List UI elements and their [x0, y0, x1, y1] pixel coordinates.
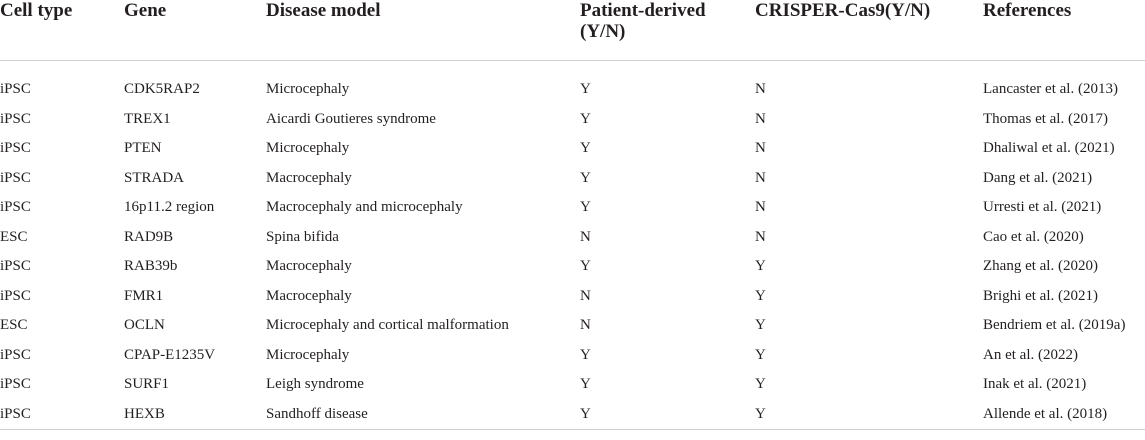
cell-crispr-cas9: Y [755, 317, 766, 334]
cell-patient-derived: Y [580, 258, 591, 275]
cell-patient-derived: Y [580, 199, 591, 216]
cell-patient-derived: Y [580, 346, 591, 363]
cell-reference: Dang et al. (2021) [983, 169, 1093, 186]
header-crispr-cas9: CRISPER-Cas9(Y/N) [753, 0, 981, 61]
cell-cell-type: iPSC [0, 346, 31, 363]
cell-cell-type: iPSC [0, 287, 31, 304]
table-row [0, 193, 1145, 223]
header-cell-type: Cell type [0, 0, 122, 61]
cell-cell-type: iPSC [0, 376, 31, 393]
cell-crispr-cas9: Y [755, 287, 766, 304]
spacer-cell [0, 61, 1145, 76]
table-row [0, 400, 1145, 430]
table-header [0, 0, 1145, 61]
table-row [0, 282, 1145, 312]
cell-disease-model: Macrocephaly [266, 258, 352, 275]
cell-reference: Brighi et al. (2021) [983, 287, 1098, 304]
cell-patient-derived: Y [580, 376, 591, 393]
cell-gene: PTEN [124, 140, 162, 157]
cell-patient-derived: Y [578, 400, 753, 430]
cell-cell-type: iPSC [0, 199, 31, 216]
cell-disease-model: Sandhoff disease [264, 400, 578, 430]
table-row [0, 223, 1145, 253]
cell-disease-model: Leigh syndrome [266, 376, 364, 393]
cell-reference: Thomas et al. (2017) [983, 110, 1108, 127]
table-body [0, 61, 1145, 430]
cell-patient-derived: Y [580, 140, 591, 157]
cell-cell-type: iPSC [0, 400, 122, 430]
table-row [0, 311, 1145, 341]
cell-gene: RAD9B [124, 228, 174, 245]
cell-cell-type: iPSC [0, 140, 31, 157]
cell-reference: An et al. (2022) [983, 346, 1078, 363]
cell-gene: OCLN [124, 317, 165, 334]
cell-gene: HEXB [122, 400, 264, 430]
cell-gene: RAB39b [124, 258, 178, 275]
cell-disease-model: Aicardi Goutieres syndrome [266, 110, 436, 127]
cell-disease-model: Macrocephaly [266, 287, 352, 304]
cell-disease-model: Microcephaly [266, 140, 350, 157]
cell-gene: TREX1 [124, 110, 171, 127]
cell-patient-derived: N [580, 228, 591, 245]
cell-reference: Zhang et al. (2020) [983, 258, 1098, 275]
table-row [0, 134, 1145, 164]
cell-reference: Allende et al. (2018) [981, 400, 1145, 430]
cell-patient-derived: N [580, 287, 591, 304]
cell-crispr-cas9: Y [755, 258, 766, 275]
cell-gene: FMR1 [124, 287, 164, 304]
cell-reference: Bendriem et al. (2019a) [983, 317, 1126, 334]
cell-crispr-cas9: Y [753, 400, 981, 430]
cell-patient-derived: Y [580, 169, 591, 186]
header-gene: Gene [122, 0, 264, 61]
table-row [0, 370, 1145, 400]
table-row [0, 341, 1145, 371]
cell-cell-type: iPSC [0, 258, 31, 275]
cell-disease-model: Microcephaly [266, 346, 350, 363]
cell-gene: STRADA [124, 169, 185, 186]
cell-crispr-cas9: Y [755, 346, 766, 363]
cell-disease-model: Microcephaly and cortical malformation [266, 317, 509, 334]
cell-cell-type: ESC [0, 317, 28, 334]
table-row [0, 252, 1145, 282]
header-references: References [981, 0, 1145, 61]
cell-disease-model: Spina bifida [266, 228, 339, 245]
header-patient-derived: Patient-derived (Y/N) [578, 0, 753, 61]
cell-cell-type: ESC [0, 228, 28, 245]
cell-crispr-cas9: N [755, 169, 766, 186]
cell-crispr-cas9: N [755, 110, 766, 127]
cell-cell-type: iPSC [0, 110, 31, 127]
table-row [0, 75, 1145, 105]
cell-gene: CDK5RAP2 [124, 81, 200, 98]
cell-patient-derived: Y [580, 110, 591, 127]
table-row [0, 105, 1145, 135]
table-row [0, 164, 1145, 194]
cell-gene: 16p11.2 region [124, 199, 215, 216]
cell-crispr-cas9: N [755, 199, 766, 216]
cell-gene: SURF1 [124, 376, 170, 393]
cell-cell-type: iPSC [0, 169, 31, 186]
header-disease-model: Disease model [264, 0, 578, 61]
cell-disease-model: Macrocephaly [266, 169, 352, 186]
cell-crispr-cas9: Y [755, 376, 766, 393]
cell-gene: CPAP-E1235V [124, 346, 216, 363]
table-spacer-row [0, 61, 1145, 76]
cell-crispr-cas9: N [755, 228, 766, 245]
cell-reference: Cao et al. (2020) [983, 228, 1084, 245]
cell-reference: Lancaster et al. (2013) [983, 81, 1118, 98]
cell-crispr-cas9: N [755, 140, 766, 157]
header-row [0, 0, 1145, 61]
cell-reference: Dhaliwal et al. (2021) [983, 140, 1115, 157]
cell-disease-model: Macrocephaly and microcephaly [266, 199, 463, 216]
cell-patient-derived: N [580, 317, 591, 334]
cell-disease-model: Microcephaly [266, 81, 350, 98]
cell-reference: Urresti et al. (2021) [983, 199, 1102, 216]
cell-patient-derived: Y [580, 81, 591, 98]
cell-cell-type: iPSC [0, 81, 31, 98]
cell-crispr-cas9: N [755, 81, 766, 98]
cell-reference: Inak et al. (2021) [983, 376, 1087, 393]
